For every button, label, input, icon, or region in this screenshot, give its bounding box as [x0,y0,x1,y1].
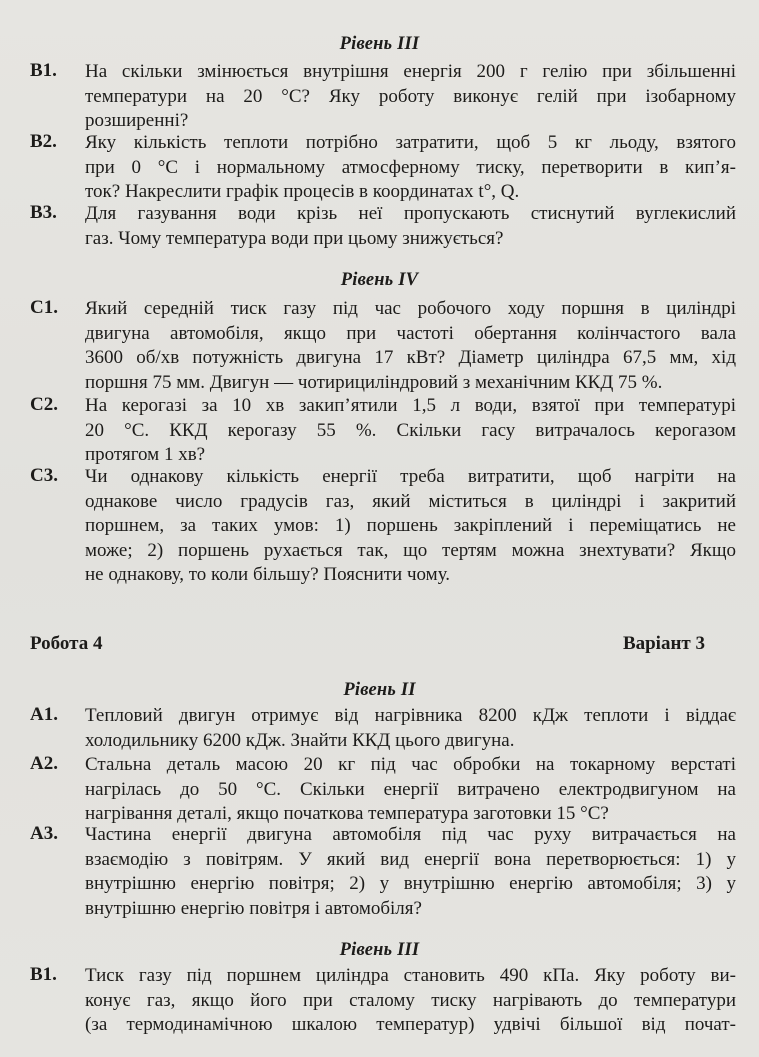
text-line: Для газування води крізь неї пропускають стиснутий вуглекислий [85,203,736,224]
problem-number: А2. [30,753,58,774]
text-line: Чи однакову кількість енергії треба витратити, щоб нагріти на [85,466,736,487]
level-heading: Рівень II [343,680,416,700]
problem-text [85,964,736,1038]
text-line: Частина енергії двигуна автомобіля під час руху витрачається на [85,824,736,845]
text-line: розширенні? [85,110,189,132]
text-line: однакове число градусів газ, який міститься в циліндрі і закритий [85,490,736,512]
text-line: внутрішню енергію повітря; 2) у внутрішню енергію автомобіля; 3) у [85,873,736,895]
text-line: На скільки змінюється внутрішня енергія 200 г гелію при збільшенні [85,61,736,82]
problem-number: С3. [30,465,58,486]
text-line: при 0 °С і нормальному атмосферному тиску, перетворити в кип’я- [85,156,736,178]
problem-text [85,60,736,134]
problem-number: В2. [30,131,57,152]
text-line: Тиск газу під поршнем циліндра становить 490 кПа. Яку роботу ви- [85,965,736,986]
problem-number: В1. [30,60,57,81]
problem-text [85,297,736,395]
text-line: холодильнику 6200 кДж. Знайти ККД цього двигуна. [85,729,515,751]
text-line: Тепловий двигун отримує від нагрівника 8200 кДж теплоти і віддає [85,705,736,726]
problem-number: А1. [30,704,58,725]
text-line: газ. Чому температура води при цьому знижується? [85,227,504,249]
text-line: Яку кількість теплоти потрібно затратити, щоб 5 кг льоду, взятого [85,132,736,153]
problem-number: А3. [30,823,58,844]
problem-number: В3. [30,202,57,223]
text-line: поршнем, за таких умов: 1) поршень закріплений і переміщатись не [85,515,736,537]
text-line: взаємодію з повітрям. У який вид енергії вона перетворюється: 1) у [85,848,736,870]
level-heading: Рівень III [339,34,420,54]
work-title: Робота 4 [30,633,103,654]
problem-text [85,823,736,921]
text-line: конує газ, якщо його при сталому тиску нагрівають до температури [85,989,736,1011]
text-line: двигуна автомобіля, якщо при частоті обертання колінчастого вала [85,322,736,344]
text-line: температури на 20 °С? Яку роботу виконує гелій при ізобарному [85,85,736,107]
problem-text [85,753,736,827]
problem-number: С2. [30,394,58,415]
text-line: На керогазі за 10 хв закип’ятили 1,5 л води, взятої при температурі [85,395,736,416]
problem-text [85,704,736,753]
text-line: Який середній тиск газу під час робочого ходу поршня в циліндрі [85,298,736,319]
text-line: поршня 75 мм. Двигун — чотирициліндровий з механічним ККД 75 %. [85,371,663,393]
text-line: не однакову, то коли більшу? Пояснити чому. [85,564,451,586]
problem-number: В1. [30,964,57,985]
problem-text [85,131,736,205]
variant-label: Варіант 3 [622,633,705,654]
problem-text [85,202,736,251]
text-line: нагрівання деталі, якщо початкова температура заготовки 15 °С? [85,803,609,825]
problem-text [85,394,736,468]
text-line: (за термодинамічною шкалою температур) удвічі більшої від почат- [85,1014,736,1036]
problem-text [85,465,736,588]
text-line: протягом 1 хв? [85,444,206,466]
text-line: ток? Накреслити графік процесів в координатах t°, Q. [85,181,520,203]
level-heading: Рівень IV [340,270,419,290]
text-line: Стальна деталь масою 20 кг під час обробки на токарному верстаті [85,754,736,775]
problem-number: С1. [30,297,58,318]
text-line: внутрішню енергію повітря і автомобіля? [85,897,422,919]
text-line: 3600 об/хв потужність двигуна 17 кВт? Діаметр циліндра 67,5 мм, хід [85,347,736,369]
text-line: може; 2) поршень рухається так, що тертям можна знехтувати? Якщо [85,539,736,561]
text-line: 20 °С. ККД керогазу 55 %. Скільки гасу витрачалось керогазом [85,419,736,441]
level-heading: Рівень III [339,940,420,960]
text-line: нагрілась до 50 °С. Скільки енергії витрачено електродвигуном на [85,778,736,800]
